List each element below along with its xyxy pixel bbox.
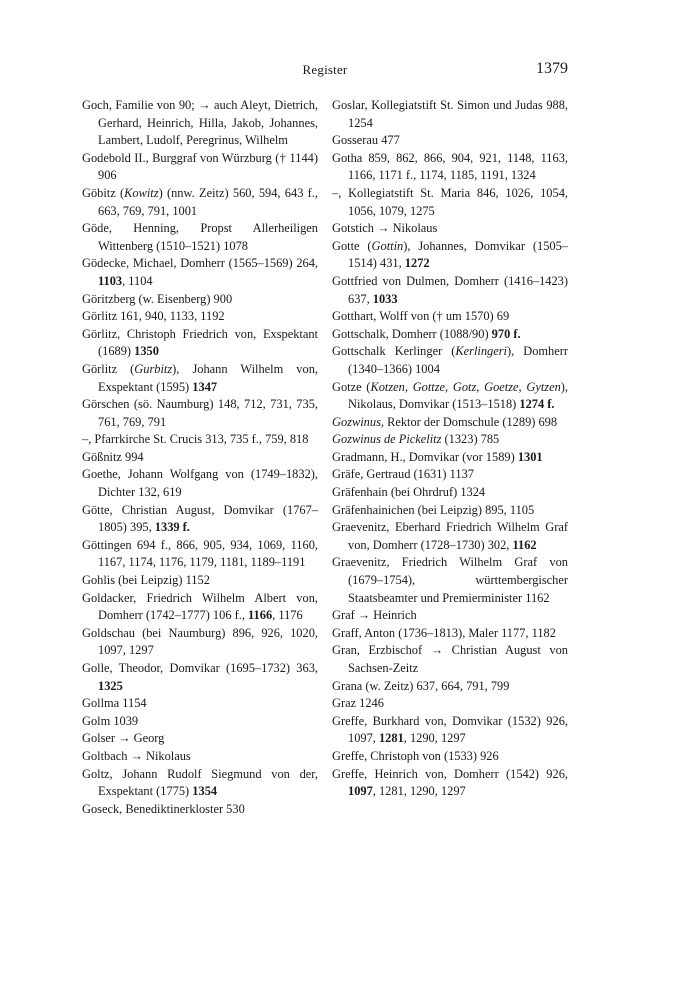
index-entry: Gräfenhainichen (bei Leipzig) 895, 1105 — [332, 502, 535, 517]
index-entry: Grana (w. Zeitz) 637, 664, 791, 799 — [332, 678, 510, 693]
index-entry: Graz 1246 — [332, 696, 384, 711]
index-entry: Gozwinus de Pickelitz (1323) 785 — [332, 432, 500, 447]
index-entry: Greffe, Burkhard von, Domvikar (1532) 926, 1097, 1281, 1290, 1297 — [332, 713, 568, 746]
index-entry: Godebold II., Burggraf von Würzburg († 1144) 906 — [82, 150, 318, 183]
index-entry: Greffe, Heinrich von, Domherr (1542) 926, 1097, 1281, 1290, 1297 — [332, 766, 568, 799]
index-entry: Gotstich → Nikolaus — [332, 221, 438, 236]
index-entry: Graevenitz, Friedrich Wilhelm Graf von (1679–1754), württembergischer Staatsbeamter und Premierminister 1162 — [332, 555, 568, 605]
index-entry: Golser → Georg — [82, 731, 165, 746]
index-entry: Gradmann, H., Domvikar (vor 1589) 1301 — [332, 449, 543, 464]
index-entry: Goltz, Johann Rudolf Siegmund von der, Exspektant (1775) 1354 — [82, 766, 318, 799]
index-entry: Göde, Henning, Propst Allerheiligen Wittenberg (1510–1521) 1078 — [82, 221, 318, 253]
index-entry: Gräfe, Gertraud (1631) 1137 — [332, 467, 474, 482]
index-entry: Görlitz (Gurbitz), Johann Wilhelm von, Exspektant (1595) 1347 — [82, 361, 318, 394]
index-entry: Gottschalk, Domherr (1088/90) 970 f. — [332, 326, 521, 341]
index-entry: Gotte (Gottin), Johannes, Domvikar (1505–1514) 431, 1272 — [332, 238, 568, 271]
index-entry: Gran, Erzbischof → Christian August von Sachsen-Zeitz — [332, 643, 568, 675]
index-entry: Göttingen 694 f., 866, 905, 934, 1069, 1160, 1167, 1174, 1176, 1179, 1181, 1189–1191 — [82, 537, 318, 570]
index-entry: Golle, Theodor, Domvikar (1695–1732) 363, 1325 — [82, 661, 318, 693]
index-entry: Goldacker, Friedrich Wilhelm Albert von, Domherr (1742–1777) 106 f., 1166, 1176 — [82, 590, 318, 623]
page-number: 1379 — [536, 60, 568, 77]
index-entry: Goch, Familie von 90; → auch Aleyt, Dietrich, Gerhard, Heinrich, Hilla, Jakob, Johannes, Lambert, Ludolf, Peregrinus, Wilhelm — [82, 98, 318, 148]
index-entry: Goltbach → Nikolaus — [82, 748, 191, 763]
index-entry: Gollma 1154 — [82, 696, 147, 711]
index-entry: Gotze (Kotzen, Gottze, Gotz, Goetze, Gytzen), Nikolaus, Domvikar (1513–1518) 1274 f. — [332, 379, 569, 412]
page-header — [82, 62, 568, 82]
index-entry: Gräfenhain (bei Ohrdruf) 1324 — [332, 485, 486, 500]
index-entry: Gohlis (bei Leipzig) 1152 — [82, 573, 210, 588]
index-entry: Görlitz 161, 940, 1133, 1192 — [82, 309, 225, 324]
index-entry: –, Kollegiatstift St. Maria 846, 1026, 1054, 1056, 1079, 1275 — [332, 185, 568, 218]
index-entry: Gottschalk Kerlinger (Kerlingeri), Domherr (1340–1366) 1004 — [332, 344, 568, 376]
index-entry: Graf → Heinrich — [332, 608, 417, 623]
index-entry: Golm 1039 — [82, 713, 139, 728]
index-entry: Gozwinus, Rektor der Domschule (1289) 698 — [332, 414, 558, 429]
index-entry: Goethe, Johann Wolfgang von (1749–1832), Dichter 132, 619 — [82, 467, 318, 500]
index-entry: Görlitz, Christoph Friedrich von, Exspektant (1689) 1350 — [82, 326, 318, 359]
index-entry: Goseck, Benediktinerkloster 530 — [82, 801, 245, 816]
index-entry: Görschen (sö. Naumburg) 148, 712, 731, 735, 761, 769, 791 — [82, 397, 318, 429]
index-entry: Goslar, Kollegiatstift St. Simon und Judas 988, 1254 — [332, 98, 568, 130]
index-column-right — [332, 97, 568, 801]
index-entry: Göritzberg (w. Eisenberg) 900 — [82, 291, 233, 306]
index-entry: Gotha 859, 862, 866, 904, 921, 1148, 1163, 1166, 1171 f., 1174, 1185, 1191, 1324 — [332, 150, 568, 183]
index-entry: Greffe, Christoph von (1533) 926 — [332, 748, 499, 763]
index-entry: Gosserau 477 — [332, 133, 400, 148]
running-head: Register — [302, 62, 348, 77]
index-entry: Gottfried von Dulmen, Domherr (1416–1423) 637, 1033 — [332, 273, 568, 306]
index-entry: Gößnitz 994 — [82, 449, 144, 464]
index-entry: Gotthart, Wolff von († um 1570) 69 — [332, 309, 510, 324]
index-entry: Göbitz (Kowitz) (nnw. Zeitz) 560, 594, 643 f., 663, 769, 791, 1001 — [82, 185, 318, 218]
index-entry: –, Pfarrkirche St. Crucis 313, 735 f., 759, 818 — [82, 432, 309, 447]
index-entry: Götte, Christian August, Domvikar (1767–1805) 395, 1339 f. — [82, 502, 318, 535]
index-entry: Graevenitz, Eberhard Friedrich Wilhelm Graf von, Domherr (1728–1730) 302, 1162 — [332, 520, 568, 552]
index-entry: Gödecke, Michael, Domherr (1565–1569) 264, 1103, 1104 — [82, 256, 318, 288]
index-column-left — [82, 97, 318, 818]
index-entry: Graff, Anton (1736–1813), Maler 1177, 1182 — [332, 625, 556, 640]
index-entry: Goldschau (bei Naumburg) 896, 926, 1020, 1097, 1297 — [82, 625, 318, 658]
